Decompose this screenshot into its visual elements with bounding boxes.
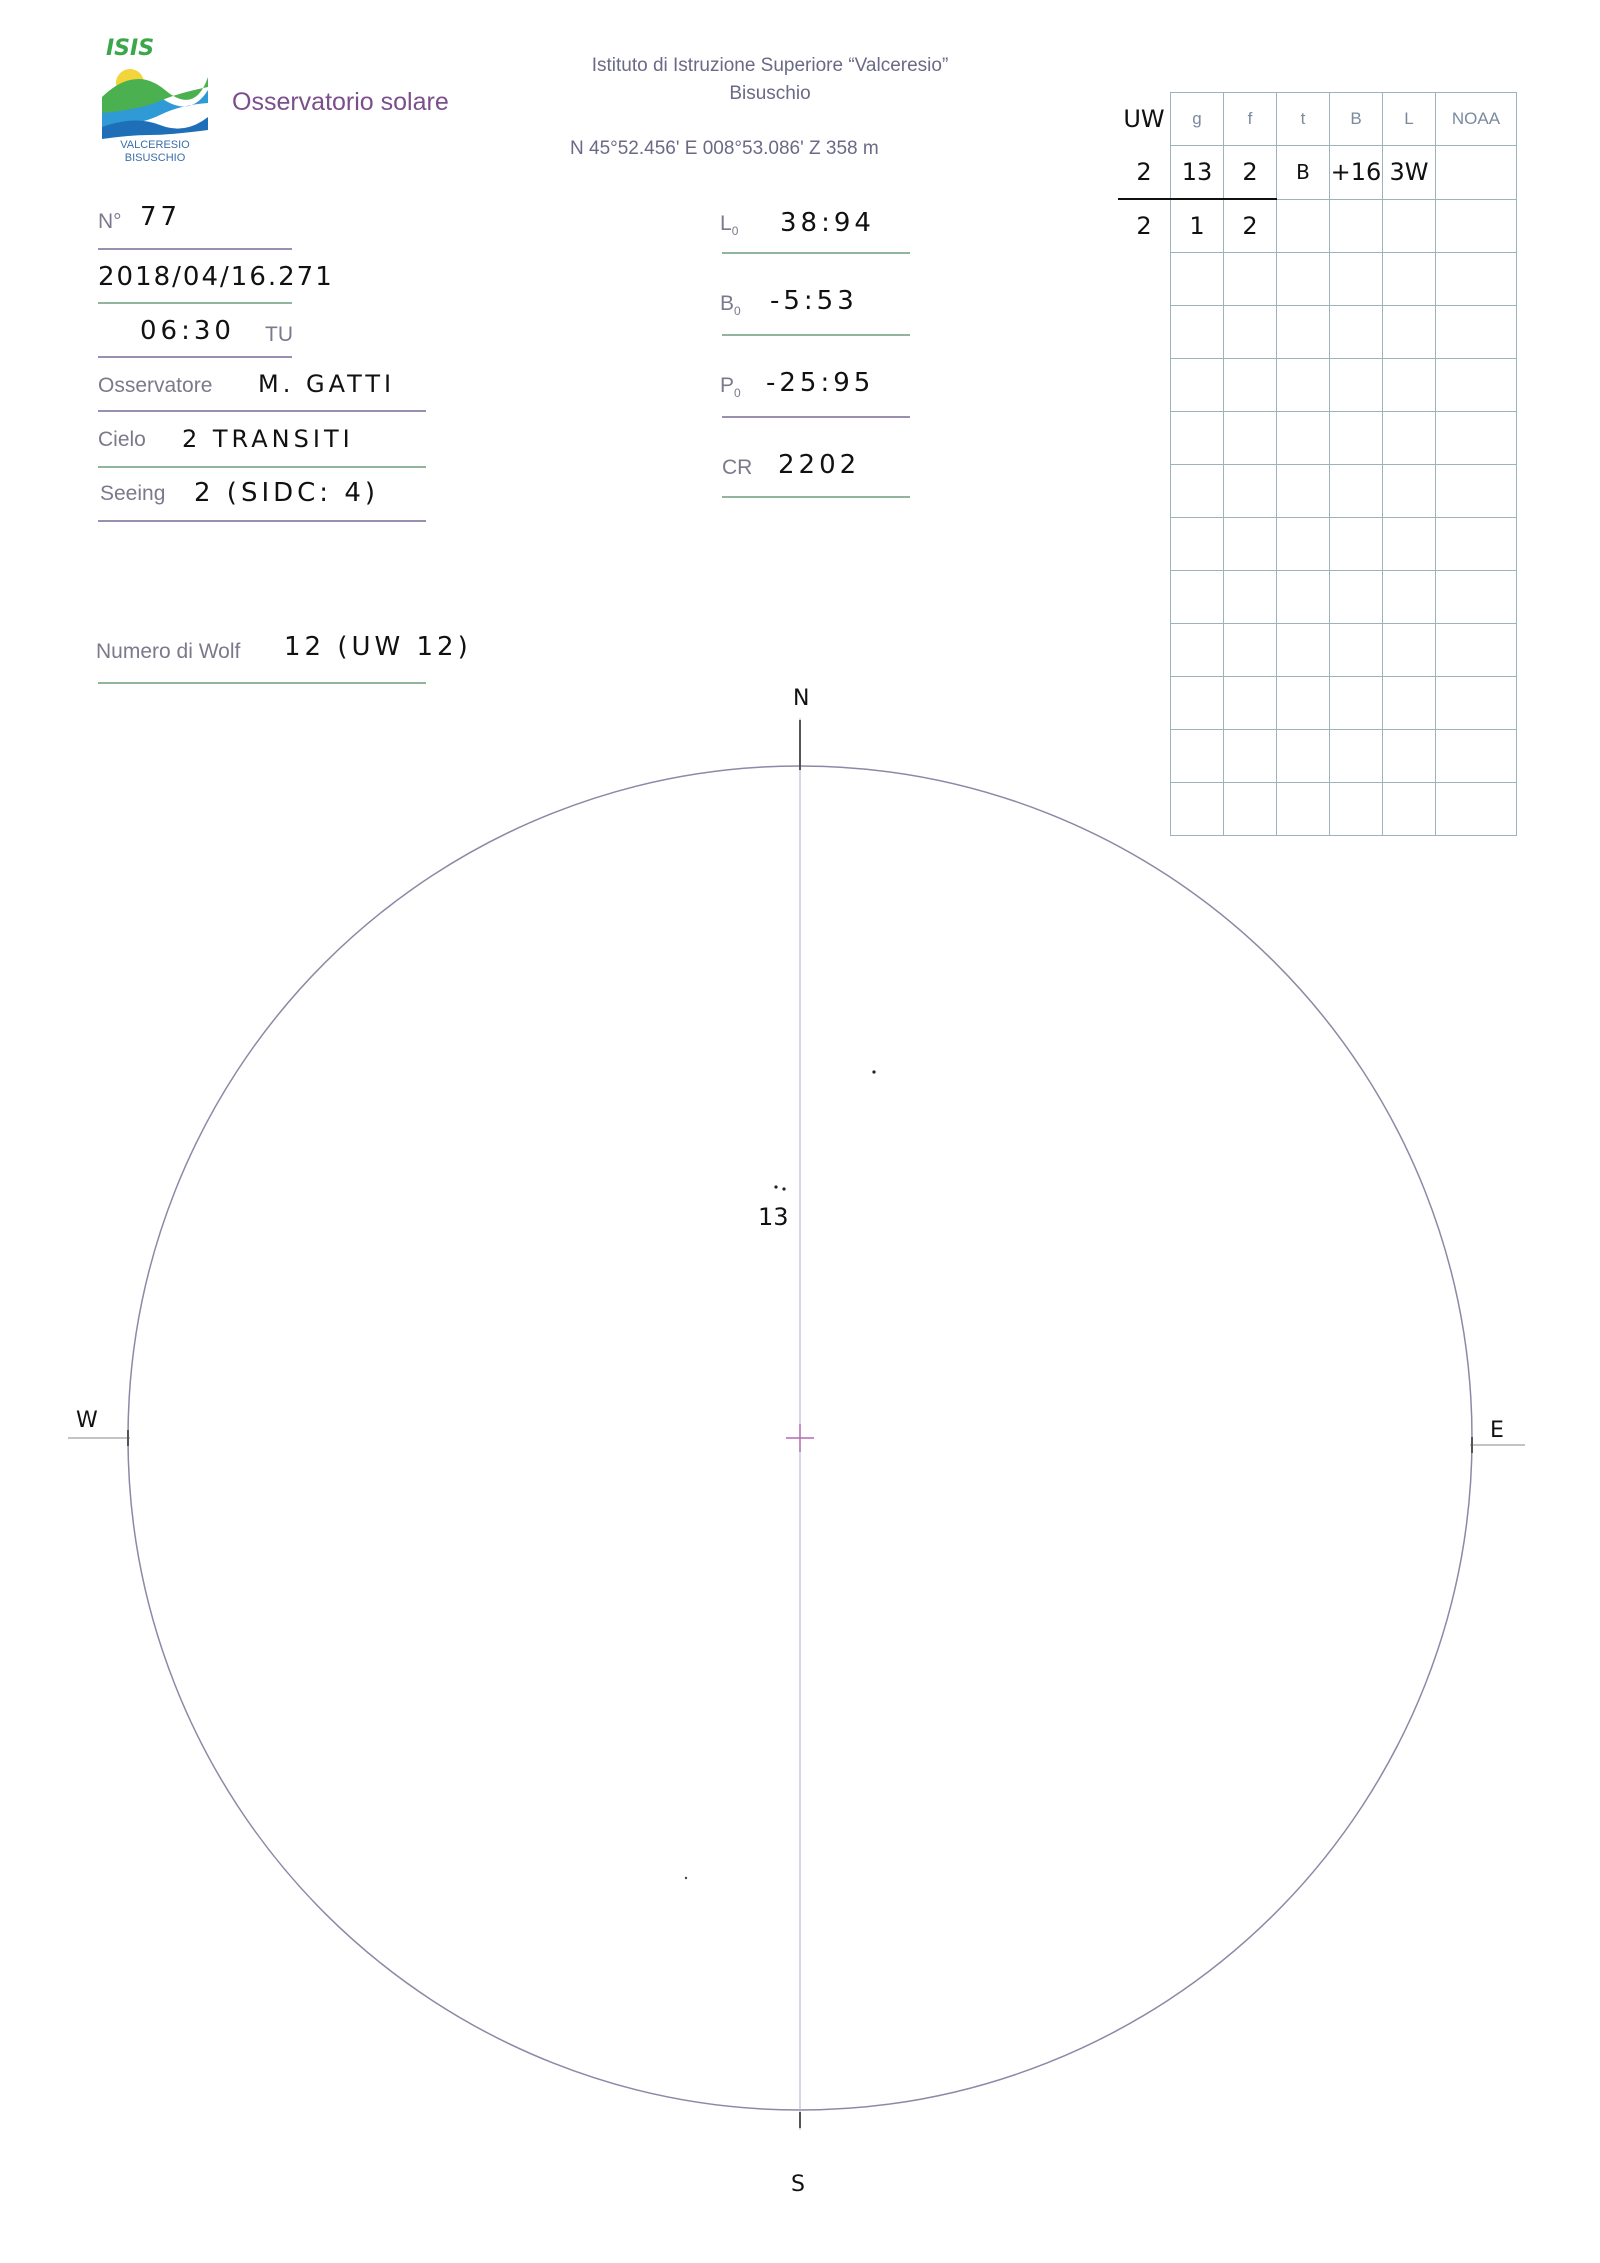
- observatory-title: Osservatorio solare: [232, 88, 449, 116]
- header-t: t: [1277, 93, 1330, 146]
- cell-uw: 2: [1136, 157, 1152, 186]
- observatory-coordinates: N 45°52.456' E 008°53.086' Z 358 m: [570, 138, 879, 159]
- time-value: 06:30: [140, 316, 235, 346]
- speck: [685, 1877, 687, 1879]
- cell-uw: 2: [1118, 199, 1171, 253]
- observer-label: Osservatore: [98, 374, 213, 397]
- cell-l: 3W: [1383, 146, 1436, 200]
- cell-b: +16: [1330, 146, 1383, 200]
- header-b: B: [1330, 93, 1383, 146]
- logo-wordmark: ISIS: [106, 36, 155, 61]
- sky-value: 2 TRANSITI: [182, 425, 354, 453]
- number-label: N°: [98, 210, 122, 233]
- north-label: N: [793, 686, 810, 711]
- seeing-value: 2 (SIDC: 4): [194, 478, 380, 508]
- sunspot: [782, 1187, 785, 1190]
- l0-label: $L_0$: [720, 212, 739, 239]
- observer-value: M. GATTI: [258, 370, 396, 398]
- cr-label: CR: [722, 456, 753, 479]
- header-g: g: [1171, 93, 1224, 146]
- logo-caption-1: VALCERESIO: [120, 139, 190, 151]
- cell-g: 13: [1171, 146, 1224, 200]
- b0-value: -5:53: [770, 286, 858, 316]
- west-label: W: [76, 1408, 98, 1433]
- wolf-number-value: 12 (UW 12): [284, 632, 472, 662]
- logo-caption-2: BISUSCHIO: [124, 152, 186, 164]
- seeing-label: Seeing: [100, 482, 166, 505]
- cell-f: 2: [1224, 199, 1277, 253]
- header-f: f: [1224, 93, 1277, 146]
- sky-label: Cielo: [98, 428, 146, 451]
- observation-date: 2018/04/16.271: [98, 262, 334, 292]
- sunspot: [774, 1185, 777, 1188]
- east-label: E: [1490, 1418, 1504, 1443]
- cell-g: 1: [1171, 199, 1224, 253]
- cell-f: 2: [1224, 146, 1277, 200]
- header-l: L: [1383, 93, 1436, 146]
- p0-value: -25:95: [766, 368, 875, 398]
- speck: [872, 1070, 875, 1073]
- header-uw: UW: [1123, 105, 1165, 133]
- header-noaa: NOAA: [1436, 93, 1517, 146]
- cr-value: 2202: [778, 450, 861, 480]
- number-value: 77: [140, 202, 182, 232]
- institute-town: Bisuschio: [729, 83, 811, 104]
- sunspot-group-label: 13: [758, 1203, 789, 1231]
- b0-label: $B_0$: [720, 292, 741, 319]
- cell-t: B: [1277, 146, 1330, 200]
- l0-value: 38:94: [780, 208, 875, 238]
- p0-label: $P_0$: [720, 374, 741, 401]
- wolf-number-label: Numero di Wolf: [96, 640, 241, 663]
- south-label: S: [791, 2172, 805, 2197]
- time-unit: TU: [265, 323, 293, 346]
- institute-name: Istituto di Istruzione Superiore “Valceresio”: [591, 55, 949, 76]
